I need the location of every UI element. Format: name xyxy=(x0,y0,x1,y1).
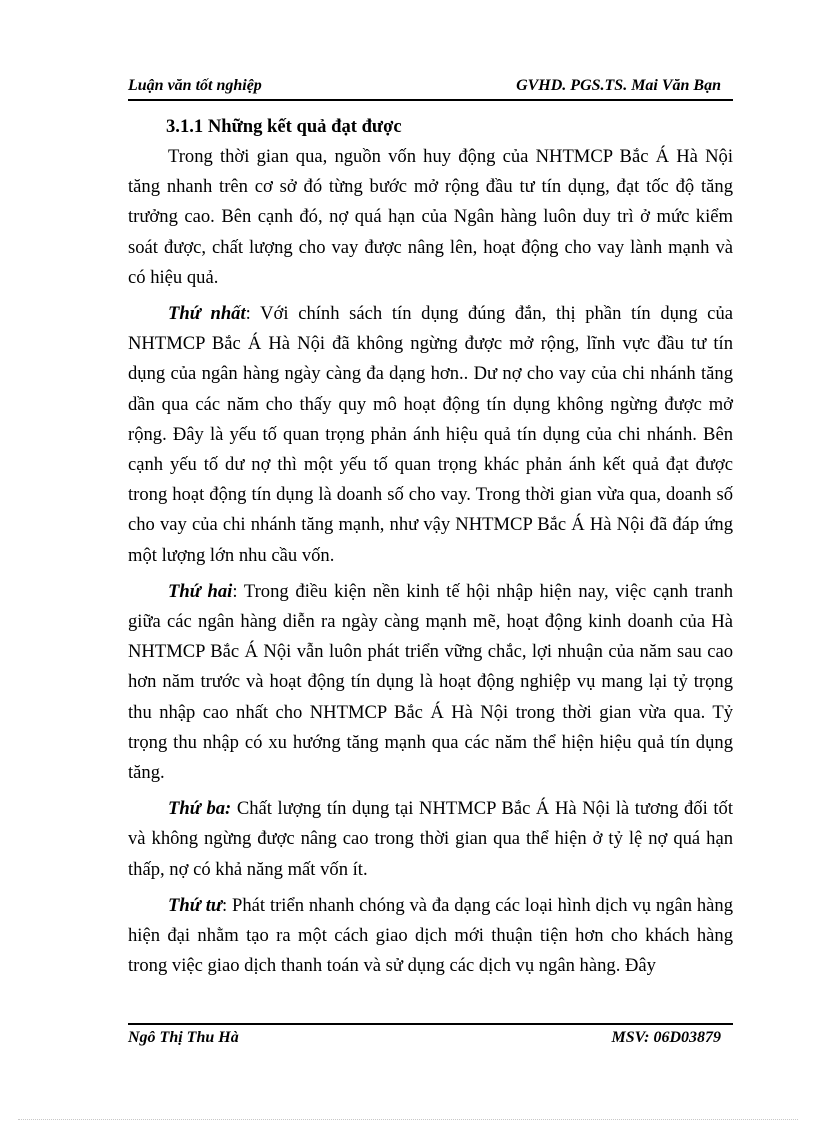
page-bottom-divider xyxy=(18,1119,798,1120)
footer-student-id: MSV: 06D03879 xyxy=(611,1029,721,1046)
intro-paragraph: Trong thời gian qua, nguồn vốn huy động của NHTMCP Bắc Á Hà Nội tăng nhanh trên cơ sở đó từng bước mở rộng đầu tư tín dụng, đạt tốc độ tăng trưởng cao. Bên cạnh đó, nợ quá hạn của Ngân hàng luôn duy trì ở mức kiểm soát được, chất lượng cho vay được nâng lên, hoạt động cho vay lành mạnh và có hiệu quả. xyxy=(128,146,733,288)
section-title: 3.1.1 Những kết quả đạt được xyxy=(166,116,402,137)
paragraph-lead: Thứ tư xyxy=(168,894,223,916)
paragraph-second xyxy=(128,577,733,788)
page-header xyxy=(128,73,733,101)
paragraph-lead: Thứ ba: xyxy=(168,798,232,820)
paragraph-text: Chất lượng tín dụng tại NHTMCP Bắc Á Hà Nội là tương đối tốt và không ngừng được nâng cao trong thời gian qua thể hiện ở tỷ lệ nợ quá hạn thấp, nợ có khả năng mất vốn ít. xyxy=(128,798,733,880)
paragraph-text: : Trong điều kiện nền kinh tế hội nhập hiện nay, việc cạnh tranh giữa các ngân hàng diễn ra ngày càng mạnh mẽ, hoạt động kinh doanh của Hà NHTMCP Bắc Á Nội vẫn luôn phát triển vững chắc, lợi nhuận của năm sau cao hơn năm trước và hoạt động tín dụng là hoạt động nghiệp vụ mang lại tỷ trọng thu nhập cao nhất cho NHTMCP Bắc Á Hà Nội trong thời gian vừa qua. Tỷ trọng thu nhập có xu hướng tăng mạnh qua các năm thể hiện hiệu quả tín dụng tăng. xyxy=(128,580,733,784)
paragraph-lead: Thứ nhất xyxy=(168,303,246,325)
footer-author: Ngô Thị Thu Hà xyxy=(128,1029,239,1046)
paragraph-lead: Thứ hai xyxy=(168,580,233,602)
paragraph-fourth xyxy=(128,891,733,982)
document-body xyxy=(128,112,733,987)
header-advisor: GVHD. PGS.TS. Mai Văn Bạn xyxy=(516,77,721,94)
paragraph-third xyxy=(128,794,733,885)
page-footer xyxy=(128,1023,733,1049)
paragraph-first xyxy=(128,299,733,571)
paragraph-text: : Với chính sách tín dụng đúng đắn, thị phần tín dụng của NHTMCP Bắc Á Hà Nội đã không ngừng được mở rộng, lĩnh vực đầu tư tín dụng của ngân hàng ngày càng đa dạng hơn.. Dư nợ cho vay của chi nhánh tăng dần qua các năm cho thấy quy mô hoạt động tín dụng không ngừng được mở rộng. Đây là yếu tố quan trọng phản ánh hiệu quả tín dụng của chi nhánh. Bên cạnh yếu tố dư nợ thì một yếu tố quan trọng khác phản ánh kết quả đạt được trong hoạt động tín dụng là doanh số cho vay. Trong thời gian vừa qua, doanh số cho vay của chi nhánh tăng mạnh, như vậy NHTMCP Bắc Á Hà Nội đã đáp ứng một lượng lớn nhu cầu vốn. xyxy=(128,303,733,566)
header-thesis-label: Luận văn tốt nghiệp xyxy=(128,77,262,94)
paragraph-text: : Phát triển nhanh chóng và đa dạng các loại hình dịch vụ ngân hàng hiện đại nhằm tạo ra một cách giao dịch mới thuận tiện hơn cho khách hàng trong việc giao dịch thanh toán và sử dụng các dịch vụ ngân hàng. Đây xyxy=(128,894,734,977)
